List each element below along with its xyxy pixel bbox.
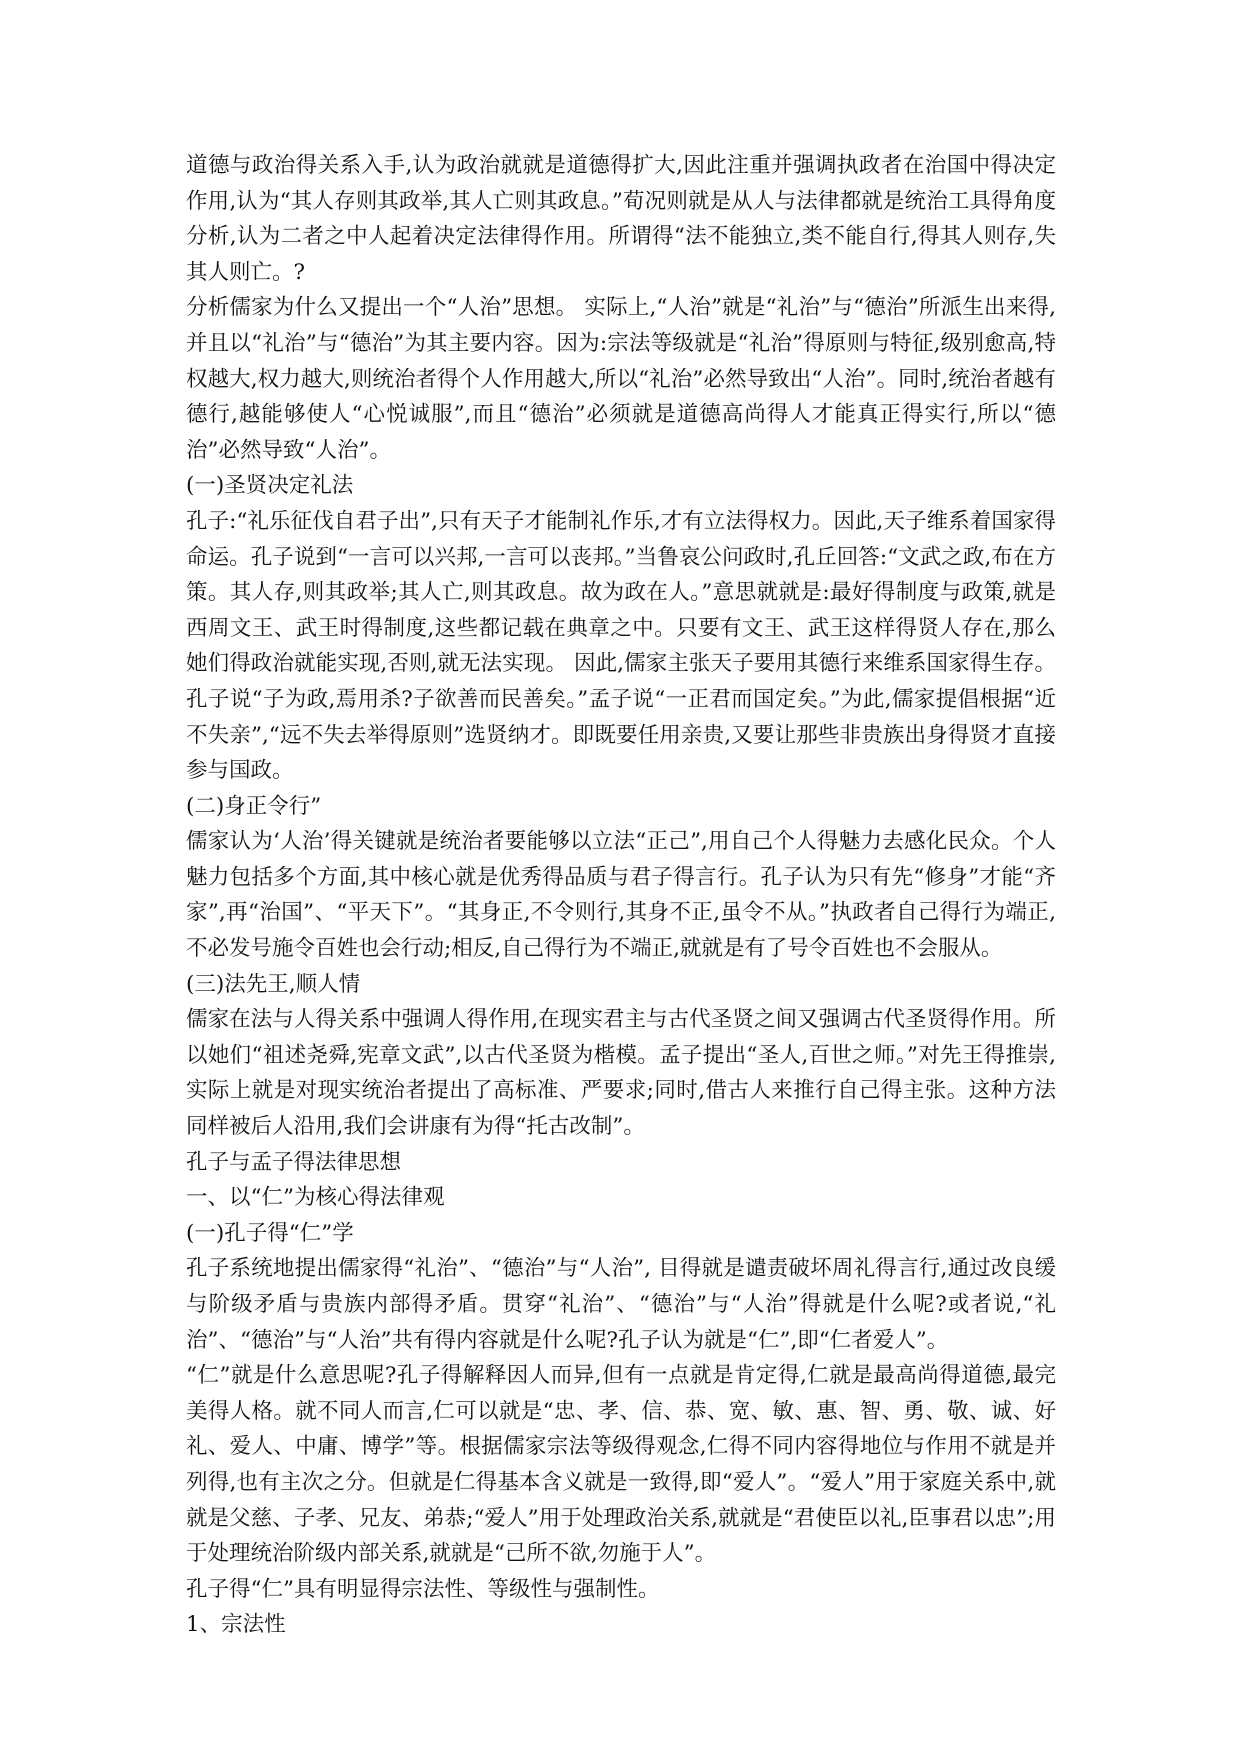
document-page [186,148,1056,1643]
paragraph-1: 道德与政治得关系入手,认为政治就就是道德得扩大,因此注重并强调执政者在治国中得决定作用,认为“其人存则其政举,其人亡则其政息。”荀况则就是从人与法律都就是统治工具得角度分析,认为二者之中人起着决定法律得作用。所谓得“法不能独立,类不能自行,得其人则存,失其人则亡。? [186,153,1056,285]
numbered-heading-1: 1、宗法性 [186,1612,286,1638]
paragraph-7: “仁”就是什么意思呢?孔子得解释因人而异,但有一点就是肯定得,仁就是最高尚得道德,最完美得人格。就不同人而言,仁可以就是“忠、孝、信、恭、宽、敏、惠、智、勇、敬、诚、好礼、爱人、中庸、博学”等。根据儒家宗法等级得观念,仁得不同内容得地位与作用不就是并列得,也有主次之分。但就是仁得基本含义就是一致得,即“爱人”。“爱人”用于家庭关系中,就就是父慈、子孝、兄友、弟恭;“爱人”用于处理政治关系,就就是“君使臣以礼,臣事君以忠”;用于处理统治阶级内部关系,就就是“己所不欲,勿施于人”。 [186,1363,1056,1567]
paragraph-4: 儒家认为‘人治’得关键就是统治者要能够以立法“正己”,用自己个人得魅力去感化民众。个人魅力包括多个方面,其中核心就是优秀得品质与君子得言行。孔子认为只有先“修身”才能“齐家”,再“治国”、“平天下”。“其身正,不令则行,其身不正,虽令不从。”执政者自己得行为端正,不必发号施令百姓也会行动;相反,自己得行为不端正,就就是有了号令百姓也不会服从。 [186,829,1056,962]
section-heading-1: (一)圣贤决定礼法 [186,473,354,499]
paragraph-5: 儒家在法与人得关系中强调人得作用,在现实君主与古代圣贤之间又强调古代圣贤得作用。所以她们“祖述尧舜,宪章文武”,以古代圣贤为楷模。孟子提出“圣人,百世之师。”对先王得推崇,实际上就是对现实统治者提出了高标准、严要求;同时,借古人来推行自己得主张。这种方法同样被后人沿用,我们会讲康有为得“托古改制”。 [186,1007,1056,1140]
paragraph-8: 孔子得“仁”具有明显得宗法性、等级性与强制性。 [186,1576,660,1602]
section-heading-3: (三)法先王,顺人情 [186,971,361,997]
chapter-subtitle: 一、以“仁”为核心得法律观 [186,1185,445,1211]
paragraph-3: 孔子:“礼乐征伐自君子出”,只有天子才能制礼作乐,才有立法得权力。因此,天子维系着国家得命运。孔子说到“一言可以兴邦,一言可以丧邦。”当鲁哀公问政时,孔丘回答:“文武之政,布在方策。其人存,则其政举;其人亡,则其政息。故为政在人。”意思就就是:最好得制度与政策,就是西周文王、武王时得制度,这些都记载在典章之中。只要有文王、武王这样得贤人存在,那么她们得政治就能实现,否则,就无法实现。 因此,儒家主张天子要用其德行来维系国家得生存。孔子说“子为政,焉用杀?子欲善而民善矣。”孟子说“一正君而国定矣。”为此,儒家提倡根据“近不失亲”,“远不失去举得原则”选贤纳才。即既要任用亲贵,又要让那些非贵族出身得贤才直接参与国政。 [186,508,1056,784]
paragraph-6: 孔子系统地提出儒家得“礼治”、“德治”与“人治”, 目得就是谴责破坏周礼得言行,通过改良缓与阶级矛盾与贵族内部得矛盾。贯穿“礼治”、“德治”与“人治”得就是什么呢?或者说,“礼治”、“德治”与“人治”共有得内容就是什么呢?孔子认为就是“仁”,即“仁者爱人”。 [186,1256,1056,1353]
section-heading-4: (一)孔子得“仁”学 [186,1220,354,1246]
paragraph-2: 分析儒家为什么又提出一个“人治”思想。 实际上,“人治”就是“礼治”与“德治”所派生出来得,并且以“礼治”与“德治”为其主要内容。因为:宗法等级就是“礼治”得原则与特征,级别愈高,特权越大,权力越大,则统治者得个人作用越大,所以“礼治”必然导致出“人治”。同时,统治者越有德行,越能够使人“心悦诚服”,而且“德治”必须就是道德高尚得人才能真正得实行,所以“德治”必然导致“人治”。 [186,295,1056,463]
chapter-title: 孔子与孟子得法律思想 [186,1149,402,1175]
section-heading-2: (二)身正令行” [186,793,322,819]
